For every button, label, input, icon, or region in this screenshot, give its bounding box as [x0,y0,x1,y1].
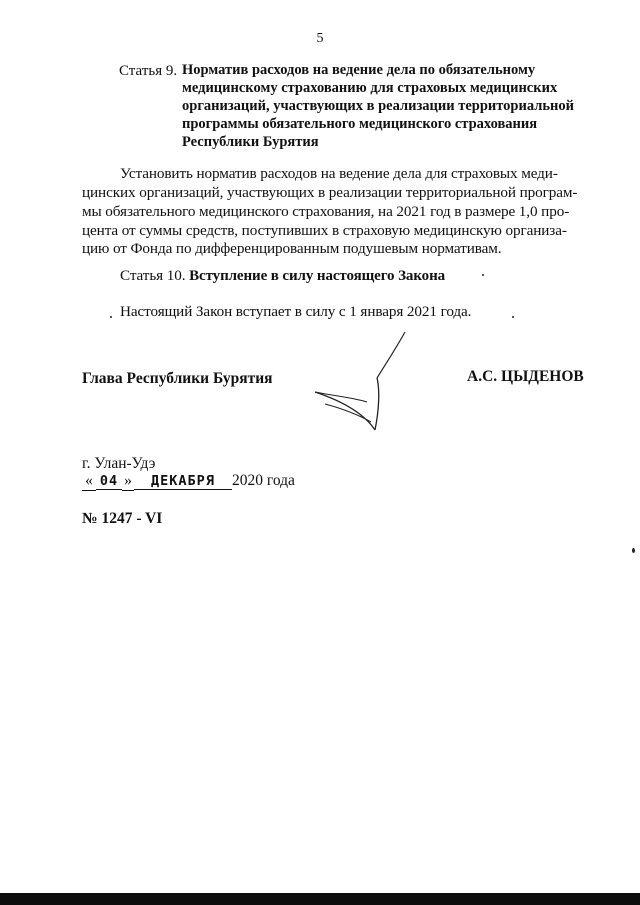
place-of-signing: г. Улан-Удэ [82,455,156,472]
article-9-label: Статья 9. [119,63,178,79]
signing-date [82,472,295,491]
date-day: 04 [96,473,122,490]
article-10-title: Вступление в силу настоящего Закона [189,268,446,284]
article-9-title-line: организаций, участвующих в реализации территориальной [182,98,574,114]
article-10-body: Настоящий Закон вступает в силу с 1 января 2021 года. [120,303,472,320]
page-number: 5 [316,31,324,46]
signatory-name: А.С. ЦЫДЕНОВ [467,368,584,385]
date-year: 2020 года [232,472,295,489]
scan-speck [632,548,635,553]
article-9-title-line: медицинскому страхованию для страховых медицинских [182,80,558,96]
signatory-post: Глава Республики Бурятия [82,370,273,387]
article-9-title-line: Норматив расходов на ведение дела по обязательному [182,62,536,78]
date-close-quote: » [122,472,134,491]
handwritten-signature [305,330,415,440]
article-10-label: Статья 10. [120,267,186,284]
date-month: ДЕКАБРЯ [134,473,232,490]
scan-border-bottom [0,893,640,905]
scan-speck [512,316,514,318]
article-9-body-line: цента от суммы средств, поступивших в страховую медицинскую организа- [82,222,567,239]
article-9-body-line: мы обязательного медицинского страхования, на 2021 год в размере 1,0 про- [82,203,570,220]
scan-speck [482,274,484,276]
law-number: № 1247 - VI [82,510,163,527]
article-9-title-line: программы обязательного медицинского страхования [182,116,538,132]
article-9-body-line: цинских организаций, участвующих в реализации территориальной програм- [82,184,578,201]
date-open-quote: « [82,472,96,491]
article-9-body-line: Установить норматив расходов на ведение дела для страховых меди- [120,165,558,182]
scan-speck [110,316,112,318]
article-9-title-line: Республики Бурятия [182,134,319,150]
article-9-body-line: цию от Фонда по дифференцированным подушевым нормативам. [82,240,502,257]
article-10-heading [120,267,445,285]
